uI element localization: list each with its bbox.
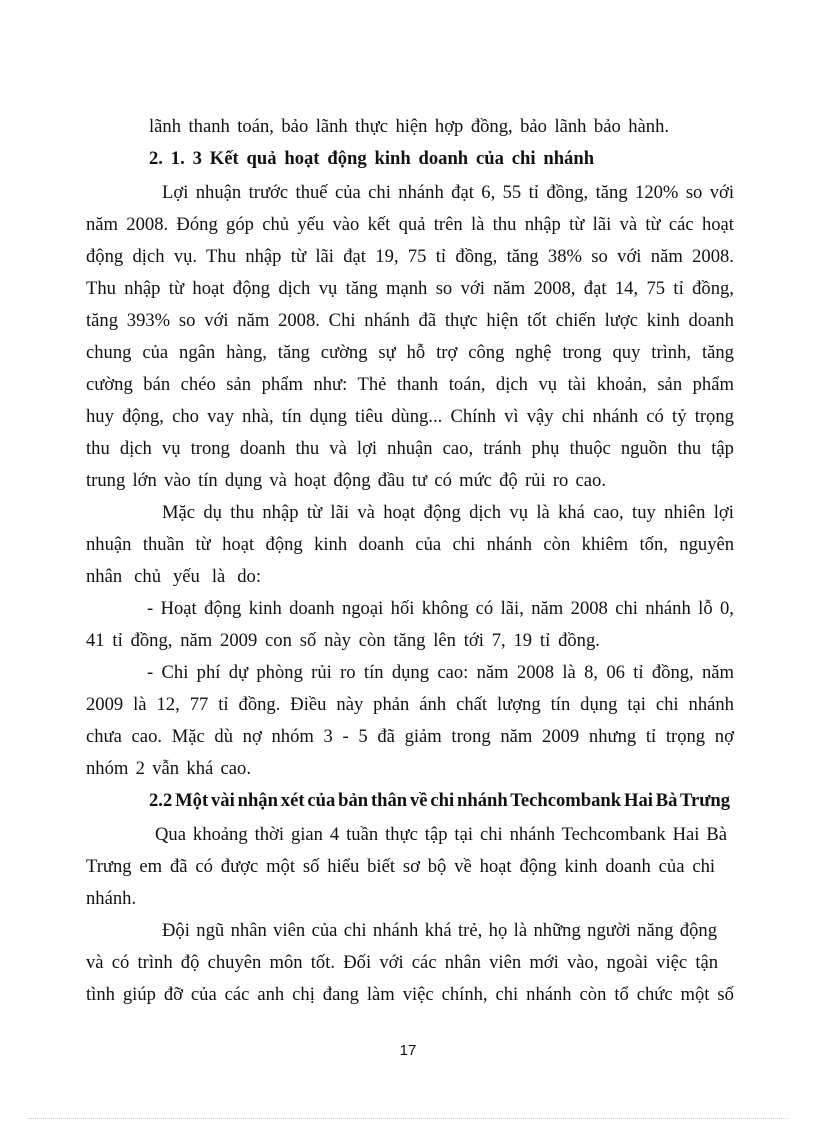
body-line: và có trình độ chuyên môn tốt. Đối với các nhân viên mới vào, ngoài việc tận	[86, 952, 719, 973]
body-line: nhân chủ yếu là do:	[86, 566, 262, 587]
body-line: 2009 là 12, 77 tỉ đồng. Điều này phản ánh chất lượng tín dụng tại chi nhánh	[86, 694, 734, 715]
body-line: Lợi nhuận trước thuế của chi nhánh đạt 6, 55 tỉ đồng, tăng 120% so với	[162, 182, 735, 203]
section-heading-2-2: 2.2 Một vài nhận xét của bản thân về chi nhánh Techcombank Hai Bà Trưng	[149, 790, 731, 811]
body-line: thu dịch vụ trong doanh thu và lợi nhuận cao, tránh phụ thuộc nguồn thu tập	[86, 438, 734, 459]
body-line: nhuận thuần từ hoạt động kinh doanh của chi nhánh còn khiêm tốn, nguyên	[86, 534, 735, 555]
body-line: nhóm 2 vẫn khá cao.	[86, 758, 251, 779]
body-line: chung của ngân hàng, tăng cường sự hỗ trợ công nghệ trong quy trình, tăng	[86, 342, 734, 363]
page-bottom-border	[28, 1118, 788, 1119]
body-line: Mặc dụ thu nhập từ lãi và hoạt động dịch vụ là khá cao, tuy nhiên lợi	[162, 502, 734, 523]
body-line: huy động, cho vay nhà, tín dụng tiêu dùng... Chính vì vậy chi nhánh có tỷ trọng	[86, 406, 734, 427]
body-line: 41 tỉ đồng, năm 2009 con số này còn tăng lên tới 7, 19 tỉ đồng.	[86, 630, 600, 651]
body-line: năm 2008. Đóng góp chủ yếu vào kết quả trên là thu nhập từ lãi và từ các hoạt	[86, 214, 734, 235]
body-line: động dịch vụ. Thu nhập từ lãi đạt 19, 75 tỉ đồng, tăng 38% so với năm 2008.	[86, 246, 734, 267]
body-line: - Hoạt động kinh doanh ngoại hối không có lãi, năm 2008 chi nhánh lỗ 0,	[147, 598, 734, 619]
body-line: trung lớn vào tín dụng và hoạt động đầu tư có mức độ rủi ro cao.	[86, 470, 607, 491]
body-line: - Chi phí dự phòng rủi ro tín dụng cao: năm 2008 là 8, 06 tỉ đồng, năm	[147, 662, 735, 683]
section-heading-2-1-3: 2. 1. 3 Kết quả hoạt động kinh doanh của chi nhánh	[149, 148, 595, 169]
body-line: Qua khoảng thời gian 4 tuần thực tập tại chi nhánh Techcombank Hai Bà	[155, 824, 727, 845]
body-line: cường bán chéo sản phẩm như: Thẻ thanh toán, dịch vụ tài khoản, sản phẩm	[86, 374, 734, 395]
body-line: nhánh.	[86, 888, 137, 909]
body-line: chưa cao. Mặc dù nợ nhóm 3 - 5 đã giảm trong năm 2009 nhưng tỉ trọng nợ	[86, 726, 734, 747]
body-line: Thu nhập từ hoạt động dịch vụ tăng mạnh so với năm 2008, đạt 14, 75 tỉ đồng,	[86, 278, 734, 299]
body-line: tình giúp đỡ của các anh chị đang làm việc chính, chi nhánh còn tổ chức một số	[86, 984, 734, 1005]
body-line: lãnh thanh toán, bảo lãnh thực hiện hợp đồng, bảo lãnh bảo hành.	[149, 116, 670, 137]
page-number: 17	[399, 1042, 417, 1059]
body-line: tăng 393% so với năm 2008. Chi nhánh đã thực hiện tốt chiến lược kinh doanh	[86, 310, 734, 331]
body-line: Đội ngũ nhân viên của chi nhánh khá trẻ, họ là những người năng động	[162, 920, 717, 941]
body-line: Trưng em đã có được một số hiểu biết sơ bộ về hoạt động kinh doanh của chi	[86, 856, 716, 877]
